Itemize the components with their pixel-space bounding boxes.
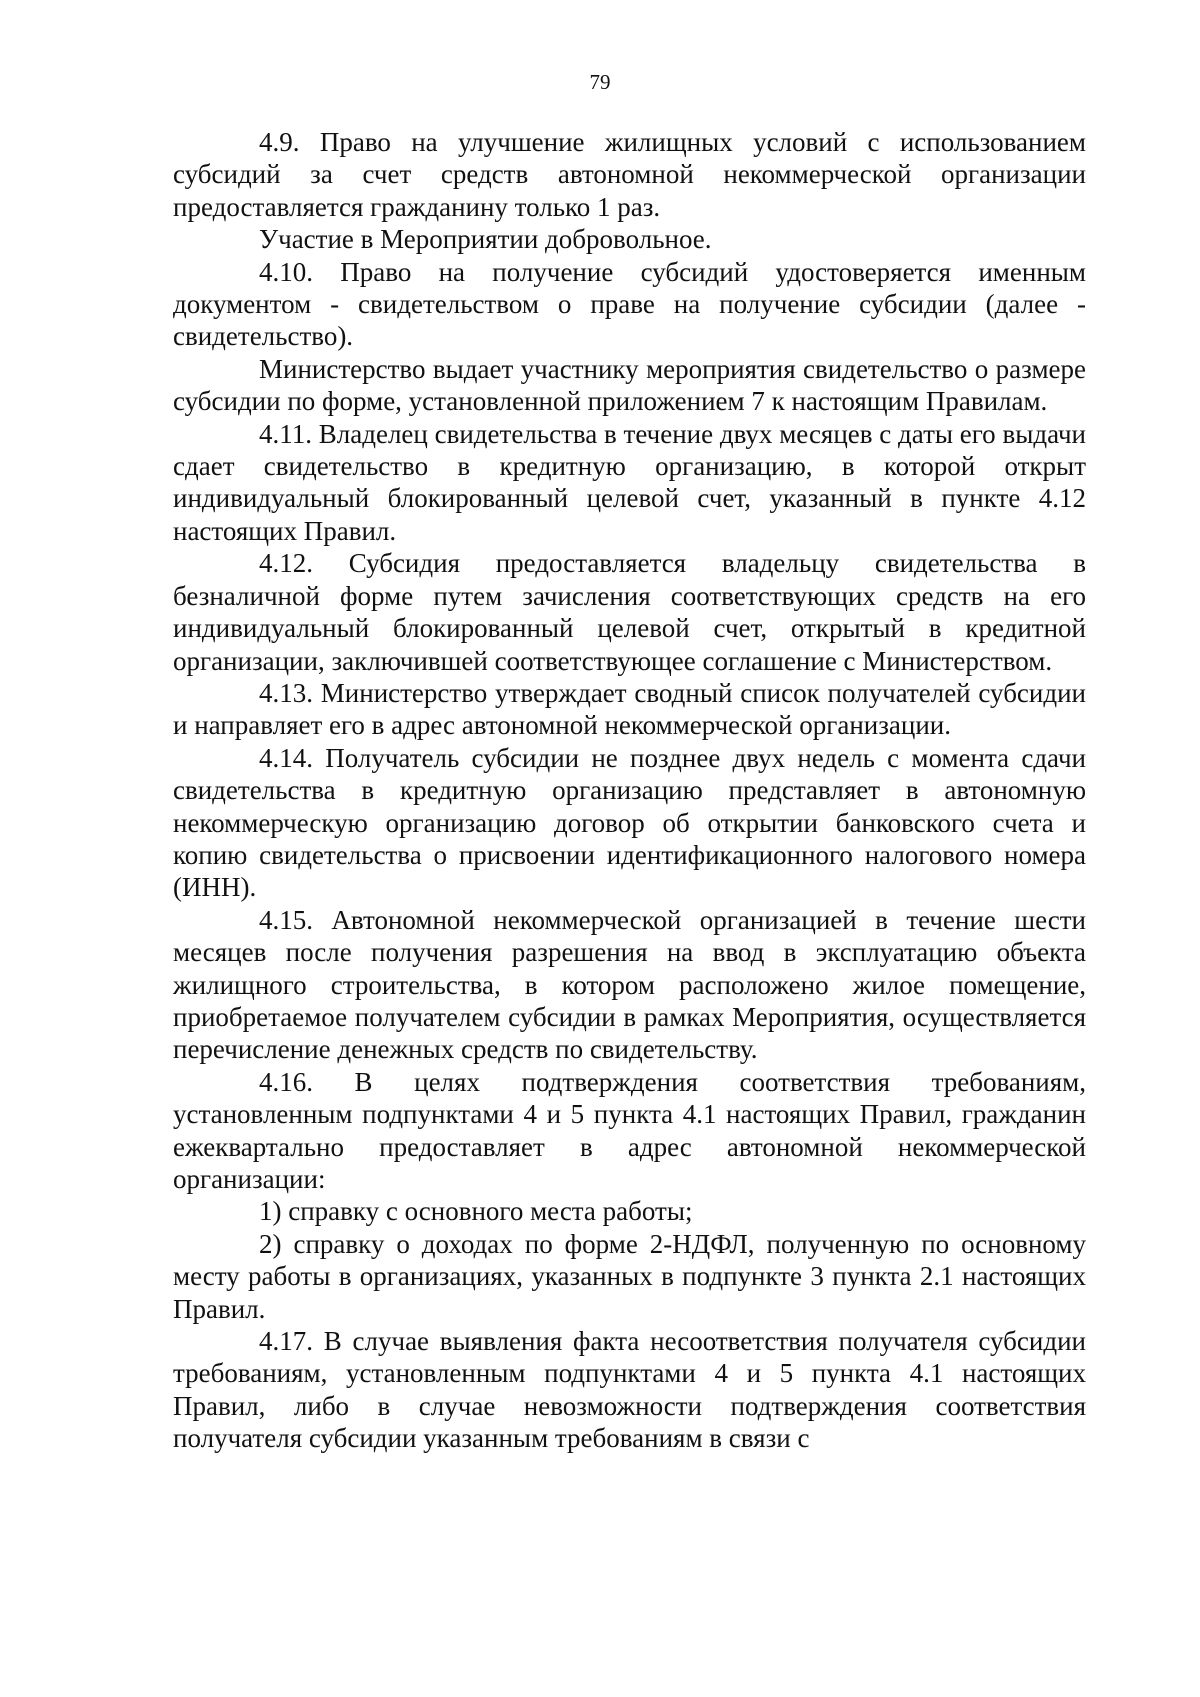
paragraph-4-12: 4.12. Субсидия предоставляется владельцу свидетельства в безналичной форме путем зачисления соответствующих средств на его индивидуальный блокированный целевой счет, открытый в кредитной организации, заключившей соответствующее соглашение с Министерством. [173,548,1086,676]
paragraph-4-9: 4.9. Право на улучшение жилищных условий с использованием субсидий за счет средств автономной некоммерческой организации предоставляется гражданину только 1 раз. [173,127,1086,222]
paragraph-ministry-certificate: Министерство выдает участнику мероприятия свидетельство о размере субсидии по форме, установленной приложением 7 к настоящим Правилам. [173,353,1086,417]
paragraph-4-14: 4.14. Получатель субсидии не позднее двух недель с момента сдачи свидетельства в кредитную организацию представляет в автономную некоммерческую организацию договор об открытии банковского счета и копию свидетельства о присвоении идентификационного налогового номера (ИНН). [173,742,1086,903]
paragraph-4-10: 4.10. Право на получение субсидий удостоверяется именным документом - свидетельством о праве на получение субсидии (далее - свидетельство). [173,256,1086,352]
list-item-2: 2) справку о доходах по форме 2-НДФЛ, полученную по основному месту работы в организациях, указанных в подпункте 3 пункта 2.1 настоящих Правил. [173,1228,1086,1324]
paragraph-4-15: 4.15. Автономной некоммерческой организацией в течение шести месяцев после получения разрешения на ввод в эксплуатацию объекта жилищного строительства, в котором расположено жилое помещение, приобретаемое получателем субсидии в рамках Мероприятия, осуществляется перечисление денежных средств по свидетельству. [173,904,1086,1065]
paragraph-4-17: 4.17. В случае выявления факта несоответствия получателя субсидии требованиям, установленным подпунктами 4 и 5 пункта 4.1 настоящих Правил, либо в случае невозможности подтверждения соответствия получателя субсидии указанным требованиям в связи с [173,1326,1086,1454]
paragraph-4-11: 4.11. Владелец свидетельства в течение двух месяцев с даты его выдачи сдает свидетельство в кредитную организацию, в которой открыт индивидуальный блокированный целевой счет, указанный в пункте 4.12 настоящих Правил. [173,418,1086,546]
paragraph-participation: Участие в Мероприятии добровольное. [259,224,712,255]
document-body [173,126,1086,1455]
page-number: 79 [589,70,611,94]
paragraph-4-16: 4.16. В целях подтверждения соответствия требованиям, установленным подпунктами 4 и 5 пункта 4.1 настоящих Правил, гражданин ежеквартально предоставляет в адрес автономной некоммерческой организации: [173,1066,1086,1194]
paragraph-4-13: 4.13. Министерство утверждает сводный список получателей субсидии и направляет его в адрес автономной некоммерческой организации. [173,677,1086,741]
list-item-1: 1) справку с основного места работы; [259,1196,693,1227]
